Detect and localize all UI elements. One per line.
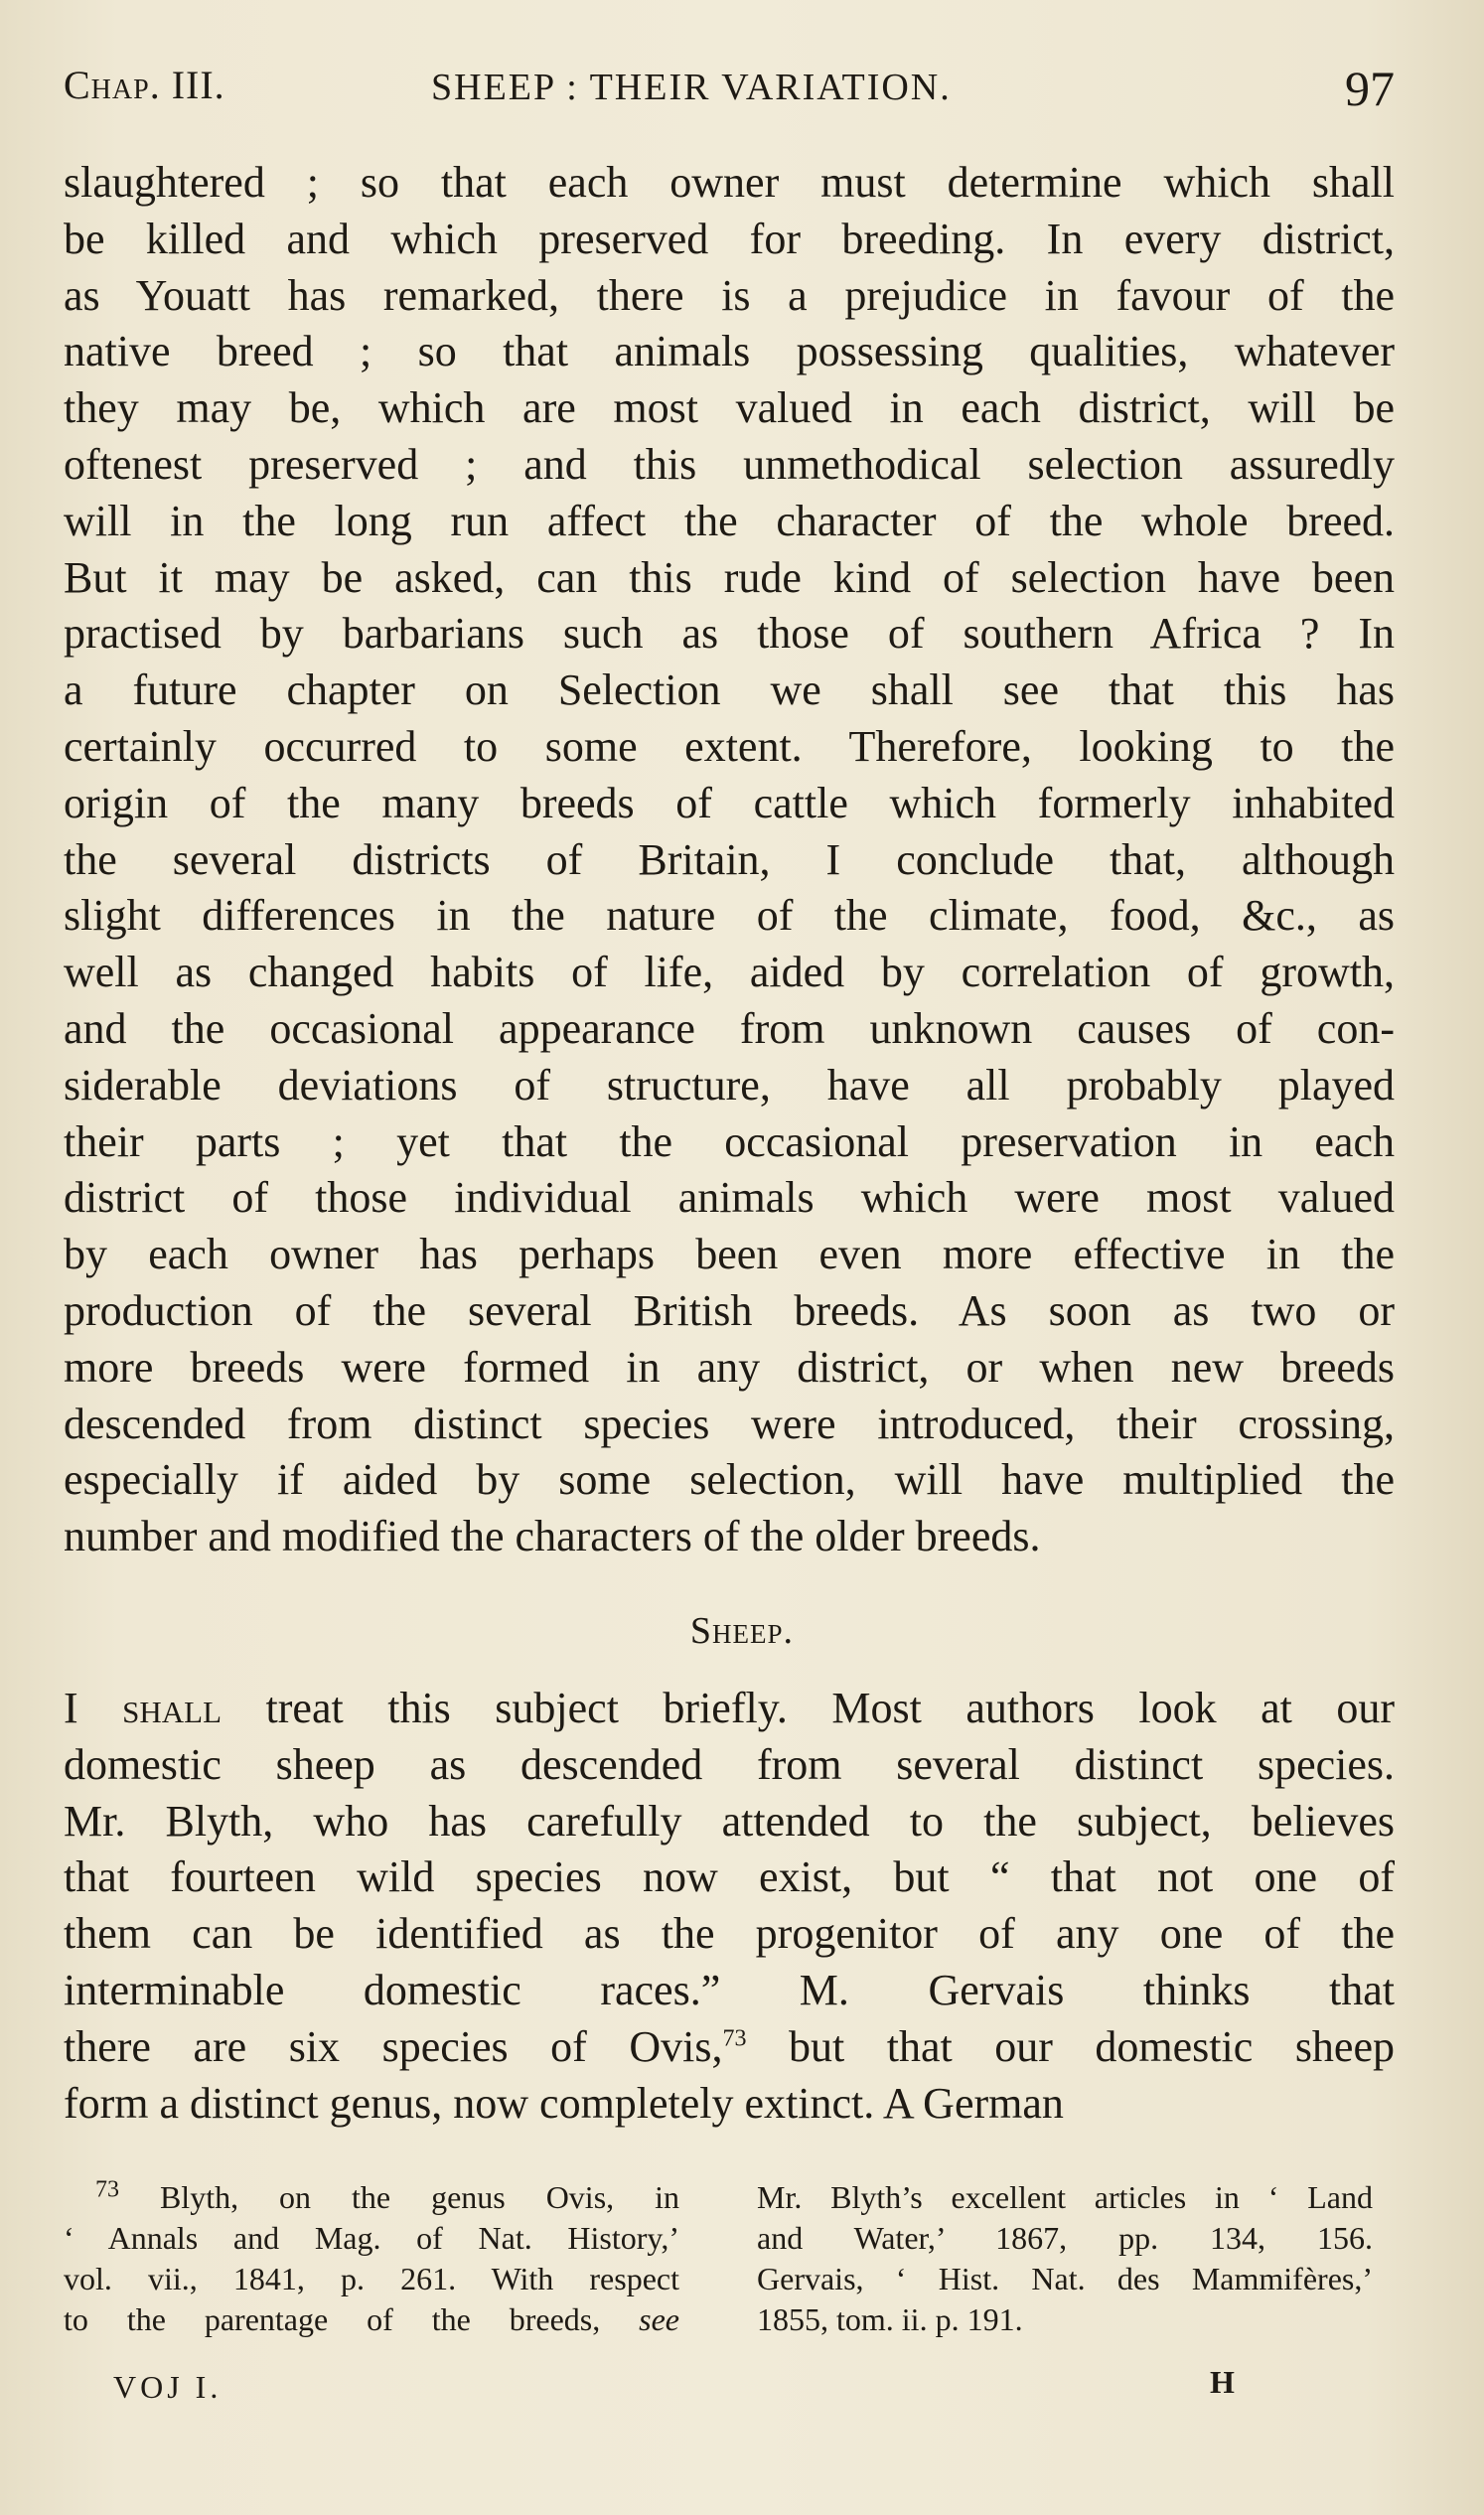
text-fragment: treat this subject briefly. Most authors look at our xyxy=(222,1684,1395,1732)
footnote-column-left xyxy=(64,2177,679,2340)
text-line: domestic sheep as descended from several distinct species. xyxy=(64,1739,1395,1789)
text-line: district of those individual animals which were most valued xyxy=(64,1173,1395,1223)
text-line: that fourteen wild species now exist, but “ that not one of xyxy=(64,1852,1395,1902)
volume-signature: VOJ I. xyxy=(113,2369,223,2405)
footnote-line: Mr. Blyth’s excellent articles in ‘ Land xyxy=(757,2179,1373,2215)
text-line: more breeds were formed in any district, or when new breeds xyxy=(64,1342,1395,1392)
text-line: them can be identified as the progenitor of any one of the xyxy=(64,1909,1395,1959)
page-number: 97 xyxy=(1345,61,1395,116)
text-line: be killed and which preserved for breeding. In every district, xyxy=(64,214,1395,263)
chapter-label: Chap. III. xyxy=(64,63,225,107)
text-line: origin of the many breeds of cattle which formerly inhabited xyxy=(64,778,1395,827)
text-line: and the occasional appearance from unknown causes of con- xyxy=(64,1003,1395,1053)
italic-word: see xyxy=(639,2301,679,2337)
text-line: will in the long run affect the character of the whole breed. xyxy=(64,496,1395,545)
text-line: But it may be asked, can this rude kind of selection have been xyxy=(64,552,1395,602)
footnote-line xyxy=(64,2299,679,2340)
running-head xyxy=(64,52,1395,131)
footnote-reference: 73 xyxy=(722,2025,747,2052)
footnote-line: and Water,’ 1867, pp. 134, 156. xyxy=(757,2220,1373,2256)
text-line: descended from distinct species were introduced, their crossing, xyxy=(64,1399,1395,1448)
text-line: the several districts of Britain, I conclude that, although xyxy=(64,834,1395,884)
footnote-line: Gervais, ‘ Hist. Nat. des Mammifères,’ xyxy=(757,2261,1373,2296)
text-line: interminable domestic races.” M. Gervais thinks that xyxy=(64,1965,1395,2014)
text-fragment: there are six species of Ovis, xyxy=(64,2021,723,2071)
text-line: they may be, which are most valued in each district, will be xyxy=(64,383,1395,433)
footnote-line: vol. vii., 1841, p. 261. With respect xyxy=(64,2261,679,2296)
text-line: production of the several British breeds. As soon as two or xyxy=(64,1285,1395,1335)
text-line: slight differences in the nature of the climate, food, &c., as xyxy=(64,891,1395,941)
text-line xyxy=(64,2019,1395,2076)
text-line: number and modified the characters of the older breeds. xyxy=(64,1512,1041,1561)
text-fragment: to the parentage of the breeds, xyxy=(64,2301,640,2337)
body-paragraph xyxy=(64,155,1395,1565)
text-line: Mr. Blyth, who has carefully attended to the subject, believes xyxy=(64,1796,1395,1846)
text-line xyxy=(64,1681,1395,1737)
footnote-line xyxy=(64,2177,679,2218)
section-heading: Sheep. xyxy=(689,1610,795,1652)
text-fragment: Blyth, on the genus Ovis, in xyxy=(119,2179,679,2215)
page-header-title: SHEEP : THEIR VARIATION. xyxy=(431,67,952,108)
text-line: practised by barbarians such as those of southern Africa ? In xyxy=(64,609,1395,659)
footnote-column-right xyxy=(757,2177,1373,2340)
sheep-paragraph xyxy=(64,1681,1395,2132)
text-line: by each owner has perhaps been even more effective in the xyxy=(64,1230,1395,1279)
text-line: certainly occurred to some extent. Therefore, looking to the xyxy=(64,721,1395,771)
text-line: their parts ; yet that the occasional preservation in each xyxy=(64,1116,1395,1166)
footnote-line: ‘ Annals and Mag. of Nat. History,’ xyxy=(64,2220,679,2256)
text-line: siderable deviations of structure, have all probably played xyxy=(64,1060,1395,1110)
gathering-signature: H xyxy=(1210,2364,1235,2400)
text-fragment: but that our domestic sheep xyxy=(746,2021,1395,2071)
text-line: native breed ; so that animals possessing qualities, whatever xyxy=(64,327,1395,376)
text-line: well as changed habits of life, aided by correlation of growth, xyxy=(64,948,1395,997)
text-line: oftenest preserved ; and this unmethodical selection assuredly xyxy=(64,439,1395,489)
text-line: especially if aided by some selection, will have multiplied the xyxy=(64,1455,1395,1505)
text-line: as Youatt has remarked, there is a prejudice in favour of the xyxy=(64,270,1395,320)
opening-words: I shall xyxy=(64,1684,223,1732)
footnotes xyxy=(64,2177,1395,2356)
text-line: slaughtered ; so that each owner must determine which shall xyxy=(64,158,1395,207)
footnote-marker: 73 xyxy=(95,2177,119,2203)
text-line: a future chapter on Selection we shall see that this has xyxy=(64,666,1395,715)
text-line: form a distinct genus, now completely extinct. A German xyxy=(64,2078,1064,2128)
footnote-line: 1855, tom. ii. p. 191. xyxy=(757,2301,1023,2337)
